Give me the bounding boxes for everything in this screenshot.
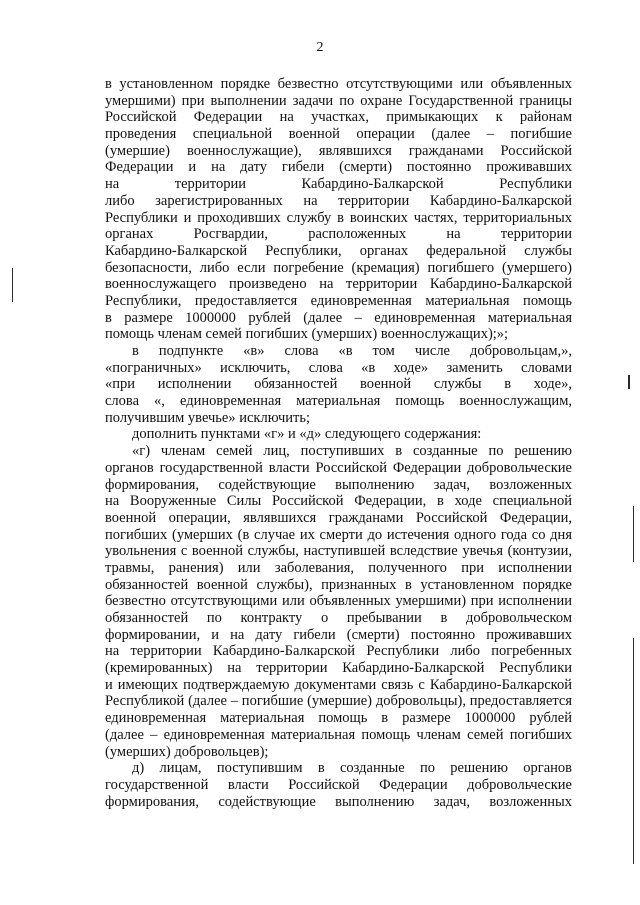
text-line: «г) членам семей лиц, поступивших в созданные по решению (132, 443, 572, 460)
text-line: обязанностей военной службы), признанных в установленном порядке (105, 576, 572, 593)
text-line: Республики, предоставляется единовременная материальная помощь (105, 292, 572, 309)
text-line: формирования, содействующие выполнению задач, возложенных (105, 793, 572, 810)
text-line: на территории Кабардино-Балкарской Республики либо погребенных (105, 643, 572, 660)
text-line: в размере 1000000 рублей (далее – единовременная материальная (105, 309, 572, 326)
scan-artifact-right-bottom (633, 638, 634, 864)
text-line: слова «, единовременная материальная помощь военнослужащим, (105, 393, 572, 410)
text-line: «при исполнении обязанностей военной службы в ходе», (105, 376, 572, 393)
text-line: безвестно отсутствующими или объявленных умершими) при исполнении (105, 593, 572, 610)
scan-artifact-right-middle (633, 506, 634, 562)
text-line: помощь членам семей погибших (умерших) военнослужащих);»; (105, 326, 509, 343)
text-line: Республики и проходивших службу в воинских частях, территориальных (105, 209, 572, 226)
document-body (105, 76, 572, 810)
text-line: органах Росгвардии, расположенных на территории (105, 226, 572, 243)
text-line: безопасности, либо если погребение (кремация) погибшего (умершего) (105, 259, 572, 276)
text-line: «пограничных» исключить, слова «в ходе» заменить словами (105, 359, 572, 376)
text-line: на Вооруженные Силы Российской Федерации, в ходе специальной (105, 493, 572, 510)
text-line: (умершие) военнослужащие), являвшихся гражданами Российской (105, 142, 572, 159)
text-line: получившим увечье» исключить; (105, 409, 311, 426)
text-line: дополнить пунктами «г» и «д» следующего содержания: (132, 426, 482, 443)
text-line: Российской Федерации на участках, примыкающих к районам (105, 109, 572, 126)
text-line: в подпункте «в» слова «в том числе добровольцам,», (132, 343, 572, 359)
text-line: (умерших) добровольцев); (105, 743, 269, 760)
text-line: военнослужащего произведено на территории Кабардино-Балкарской (105, 276, 572, 293)
text-line: формирования, содействующие выполнению задач, возложенных (105, 476, 572, 493)
text-line: обязанностей по контракту о пребывании в добровольческом (105, 610, 572, 626)
text-line: военной операции, являвшихся гражданами Российской Федерации, (105, 509, 572, 526)
text-line: формировании, и на дату гибели (смерти) постоянно проживавших (105, 626, 572, 643)
text-line: погибших (умерших (в случае их смерти до истечения одного года со дня (105, 526, 572, 543)
text-line: (кремированных) на территории Кабардино-Балкарской Республики (105, 660, 572, 677)
text-line: проведения специальной военной операции (далее – погибшие (105, 126, 572, 143)
scan-artifact-right-top (628, 375, 630, 389)
text-line: либо зарегистрированных на территории Кабардино-Балкарской (105, 192, 572, 209)
text-line: (далее – единовременная материальная помощь членам семей погибших (105, 726, 572, 743)
text-line: единовременная материальная помощь в размере 1000000 рублей (105, 710, 572, 727)
text-line: на территории Кабардино-Балкарской Республики (105, 176, 572, 193)
page-number: 2 (316, 40, 324, 55)
text-line: Республикой (далее – погибшие (умершие) добровольцы), предоставляется (105, 693, 572, 710)
text-line: органов государственной власти Российской Федерации добровольческие (105, 459, 572, 476)
text-line: д) лицам, поступившим в созданные по решению органов (132, 760, 572, 777)
text-line: увольнения с военной службы, наступившей вследствие увечья (контузии, (105, 543, 572, 560)
text-line: государственной власти Российской Федерации добровольческие (105, 776, 572, 793)
text-line: Федерации и на дату гибели (смерти) постоянно проживавших (105, 159, 572, 176)
scan-artifact-left (12, 268, 13, 302)
text-line: Кабардино-Балкарской Республики, органах федеральной службы (105, 242, 572, 259)
text-line: в установленном порядке безвестно отсутствующими или объявленных (105, 76, 572, 92)
text-line: травмы, ранения) или заболевания, полученного при исполнении (105, 559, 572, 576)
text-line: умершими) при выполнении задачи по охране Государственной границы (105, 92, 572, 109)
text-line: и имеющих подтверждаемую документами связь с Кабардино-Балкарской (105, 676, 572, 693)
